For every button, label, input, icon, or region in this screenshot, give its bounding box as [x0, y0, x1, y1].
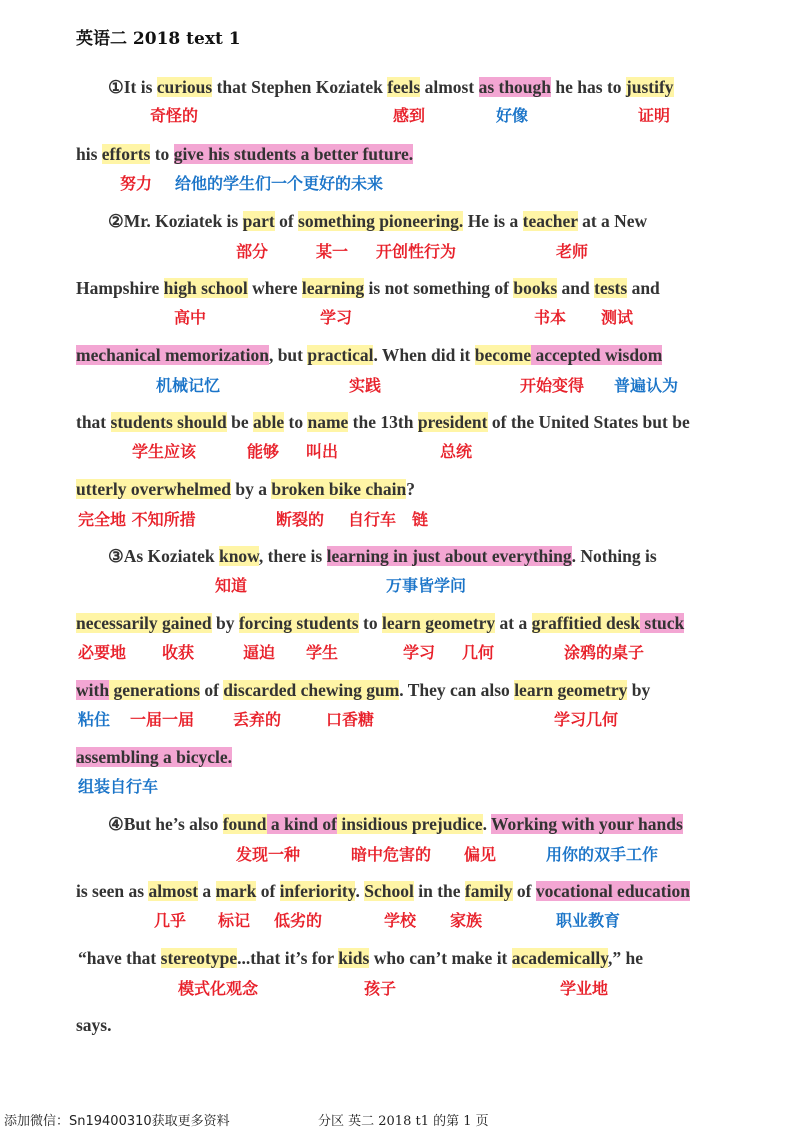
plain-text: “have that	[78, 948, 161, 968]
handwritten-annotation: 书本	[534, 308, 567, 327]
yellow-highlight: learn geometry	[381, 613, 496, 633]
handwritten-annotation: 职业教育	[556, 911, 621, 930]
handwritten-annotation: 逼迫	[243, 643, 276, 662]
handwritten-annotation: 奇怪的	[150, 106, 199, 125]
yellow-highlight: inferiority	[279, 881, 356, 901]
yellow-highlight: books	[513, 278, 558, 298]
yellow-highlight: curious	[156, 77, 213, 97]
plain-text: says.	[76, 1015, 112, 1035]
yellow-highlight: discarded chewing gum	[223, 680, 400, 700]
yellow-highlight: president	[417, 412, 488, 432]
pink-highlight: a kind of	[266, 814, 338, 834]
handwritten-annotation: 普遍认为	[614, 376, 679, 395]
plain-text: Hampshire	[76, 278, 164, 298]
plain-text: and	[557, 278, 595, 298]
annotation-line	[0, 574, 800, 598]
handwritten-annotation: 部分	[236, 242, 269, 261]
plain-text: that Stephen Koziatek	[212, 77, 388, 97]
text-line	[108, 540, 657, 572]
handwritten-annotation: 实践	[349, 376, 382, 395]
yellow-highlight: high school	[163, 278, 248, 298]
yellow-highlight: able	[253, 412, 285, 432]
plain-text: who can’t make it	[369, 948, 512, 968]
plain-text: He is a	[463, 211, 523, 231]
plain-text: ...that it’s for	[237, 948, 339, 968]
plain-text: , there is	[258, 546, 327, 566]
plain-text: by	[627, 680, 651, 700]
annotation-line	[0, 374, 800, 398]
plain-text: that	[76, 412, 111, 432]
handwritten-annotation: 必要地	[78, 643, 127, 662]
yellow-highlight: justify	[625, 77, 674, 97]
plain-text: at a New	[577, 211, 648, 231]
annotation-line	[0, 104, 800, 128]
annotation-line	[0, 708, 800, 732]
handwritten-annotation: 口香糖	[326, 710, 375, 729]
page-title: 英语二 2018 text 1	[76, 29, 241, 49]
text-line	[78, 942, 643, 974]
handwritten-annotation: 孩子	[364, 979, 397, 998]
yellow-highlight: teacher	[522, 211, 578, 231]
yellow-highlight: graffitied desk	[531, 613, 641, 633]
plain-text: of	[199, 680, 224, 700]
yellow-highlight: tests	[594, 278, 628, 298]
plain-text: is seen as	[76, 881, 149, 901]
handwritten-annotation: 偏见	[464, 845, 497, 864]
plain-text: his	[76, 144, 102, 164]
plain-text: to	[150, 144, 174, 164]
pink-highlight: assembling a bicycle.	[76, 747, 233, 767]
yellow-highlight: practical	[307, 345, 374, 365]
annotation-line	[0, 508, 800, 532]
yellow-highlight: part	[242, 211, 275, 231]
plain-text: . They can also	[399, 680, 515, 700]
handwritten-annotation: 努力	[120, 174, 153, 193]
handwritten-annotation: 几何	[462, 643, 495, 662]
plain-text: at a	[495, 613, 532, 633]
yellow-highlight: almost	[148, 881, 199, 901]
handwritten-annotation: 完全地 不知所措	[78, 510, 196, 529]
handwritten-annotation: 粘住	[78, 710, 111, 729]
yellow-highlight: learn geometry	[514, 680, 628, 700]
handwritten-annotation: 家族	[450, 911, 483, 930]
plain-text: .	[482, 814, 491, 834]
handwritten-annotation: 学生	[306, 643, 339, 662]
handwritten-annotation: 学习几何	[554, 710, 619, 729]
handwritten-annotation: 总统	[440, 442, 473, 461]
yellow-highlight: mark	[215, 881, 257, 901]
plain-text: a	[198, 881, 216, 901]
yellow-highlight: academically	[511, 948, 608, 968]
handwritten-annotation: 好像	[496, 106, 529, 125]
text-line	[76, 406, 690, 438]
pink-highlight: give his students a better future.	[173, 144, 414, 164]
yellow-highlight: utterly overwhelmed	[76, 479, 232, 499]
plain-text: ③As Koziatek	[108, 546, 219, 566]
plain-text: of	[256, 881, 280, 901]
pink-highlight: vocational education	[535, 881, 690, 901]
text-line	[108, 71, 674, 103]
text-line	[76, 1009, 112, 1041]
handwritten-annotation: 感到	[393, 106, 426, 125]
plain-text: . When did it	[373, 345, 475, 365]
plain-text: of the United States but be	[487, 412, 690, 432]
plain-text: ④But he’s also	[108, 814, 223, 834]
yellow-highlight: know	[218, 546, 259, 566]
handwritten-annotation: 知道	[215, 576, 248, 595]
handwritten-annotation: 丢弃的	[233, 710, 282, 729]
footer-wechat-note: 添加微信：Sn19400310获取更多资料	[4, 1114, 230, 1129]
plain-text: ①It is	[108, 77, 157, 97]
yellow-highlight: students should	[110, 412, 227, 432]
handwritten-annotation: 老师	[556, 242, 589, 261]
yellow-highlight: become	[474, 345, 532, 365]
handwritten-annotation: 开始变得	[520, 376, 585, 395]
handwritten-annotation: 能够	[247, 442, 280, 461]
annotation-line	[0, 440, 800, 464]
handwritten-annotation: 测试	[601, 308, 634, 327]
handwritten-annotation: 组装自行车	[78, 777, 159, 796]
annotation-line	[0, 172, 800, 196]
plain-text: is not something of	[364, 278, 514, 298]
handwritten-annotation: 低劣的	[274, 911, 323, 930]
handwritten-annotation: 给他的学生们一个更好的未来	[175, 174, 384, 193]
handwritten-annotation: 自行车	[348, 510, 397, 529]
handwritten-annotation: 某一	[316, 242, 349, 261]
plain-text: by a	[231, 479, 272, 499]
annotation-line	[0, 240, 800, 264]
yellow-highlight: generations	[109, 680, 200, 700]
handwritten-annotation: 发现一种	[236, 845, 301, 864]
yellow-highlight: family	[464, 881, 513, 901]
plain-text: . Nothing is	[571, 546, 657, 566]
handwritten-annotation: 收获	[162, 643, 195, 662]
yellow-highlight: necessarily gained	[76, 613, 212, 633]
pink-highlight: stuck	[640, 613, 685, 633]
text-line	[76, 339, 662, 371]
annotation-line	[0, 641, 800, 665]
plain-text: in the	[413, 881, 465, 901]
annotation-line	[0, 843, 800, 867]
annotation-line	[0, 977, 800, 1001]
plain-text: where	[247, 278, 302, 298]
yellow-highlight: efforts	[101, 144, 151, 164]
handwritten-annotation: 机械记忆	[156, 376, 221, 395]
plain-text: .	[355, 881, 365, 901]
handwritten-annotation: 一届一届	[130, 710, 195, 729]
yellow-highlight: something pioneering.	[298, 211, 464, 231]
handwritten-annotation: 证明	[638, 106, 671, 125]
annotation-line	[0, 306, 800, 330]
yellow-highlight: kids	[338, 948, 370, 968]
handwritten-annotation: 模式化观念	[178, 979, 259, 998]
handwritten-annotation: 万事皆学问	[386, 576, 467, 595]
text-line	[76, 473, 415, 505]
pink-highlight: with	[76, 680, 110, 700]
yellow-highlight: learning	[301, 278, 365, 298]
handwritten-annotation: 学习	[403, 643, 436, 662]
plain-text: to	[284, 412, 308, 432]
yellow-highlight: forcing students	[238, 613, 359, 633]
handwritten-annotation: 链	[412, 510, 429, 529]
footer-page-number: 分区 英二 2018 t1 的第 1 页	[318, 1114, 489, 1129]
pink-highlight: mechanical memorization	[76, 345, 269, 365]
plain-text: ?	[406, 479, 415, 499]
pink-highlight: Working with your hands	[491, 814, 683, 834]
annotation-line	[0, 909, 800, 933]
text-line	[76, 272, 660, 304]
pink-highlight: learning in just about everything	[326, 546, 572, 566]
yellow-highlight: broken bike chain	[271, 479, 407, 499]
text-line	[76, 138, 413, 170]
plain-text: , but	[268, 345, 308, 365]
plain-text: and	[627, 278, 660, 298]
annotation-line	[0, 775, 800, 799]
handwritten-annotation: 高中	[174, 308, 207, 327]
handwritten-annotation: 标记	[218, 911, 251, 930]
handwritten-annotation: 学习	[320, 308, 353, 327]
text-line	[76, 741, 232, 773]
yellow-highlight: School	[364, 881, 414, 901]
plain-text: be	[226, 412, 254, 432]
plain-text: he has to	[551, 77, 626, 97]
handwritten-annotation: 叫出	[306, 442, 339, 461]
text-line	[108, 808, 683, 840]
pink-highlight: accepted wisdom	[531, 345, 663, 365]
yellow-highlight: found	[222, 814, 267, 834]
yellow-highlight: name	[307, 412, 349, 432]
plain-text: ②Mr. Koziatek is	[108, 211, 243, 231]
plain-text: almost	[420, 77, 479, 97]
handwritten-annotation: 用你的双手工作	[546, 845, 659, 864]
yellow-highlight: feels	[387, 77, 421, 97]
text-line	[76, 674, 650, 706]
plain-text: by	[211, 613, 239, 633]
plain-text: ,” he	[608, 948, 643, 968]
plain-text: to	[358, 613, 382, 633]
text-line	[108, 205, 647, 237]
text-line	[76, 875, 690, 907]
plain-text: of	[274, 211, 299, 231]
handwritten-annotation: 学校	[384, 911, 417, 930]
yellow-highlight: insidious prejudice	[337, 814, 483, 834]
handwritten-annotation: 几乎	[154, 911, 187, 930]
handwritten-annotation: 断裂的	[276, 510, 325, 529]
handwritten-annotation: 暗中危害的	[351, 845, 432, 864]
handwritten-annotation: 涂鸦的桌子	[564, 643, 645, 662]
handwritten-annotation: 学生应该	[132, 442, 197, 461]
handwritten-annotation: 学业地	[560, 979, 609, 998]
plain-text: the 13th	[348, 412, 418, 432]
handwritten-annotation: 开创性行为	[376, 242, 457, 261]
yellow-highlight: stereotype	[160, 948, 238, 968]
text-line	[76, 607, 684, 639]
plain-text: of	[512, 881, 536, 901]
pink-highlight: as though	[478, 77, 552, 97]
